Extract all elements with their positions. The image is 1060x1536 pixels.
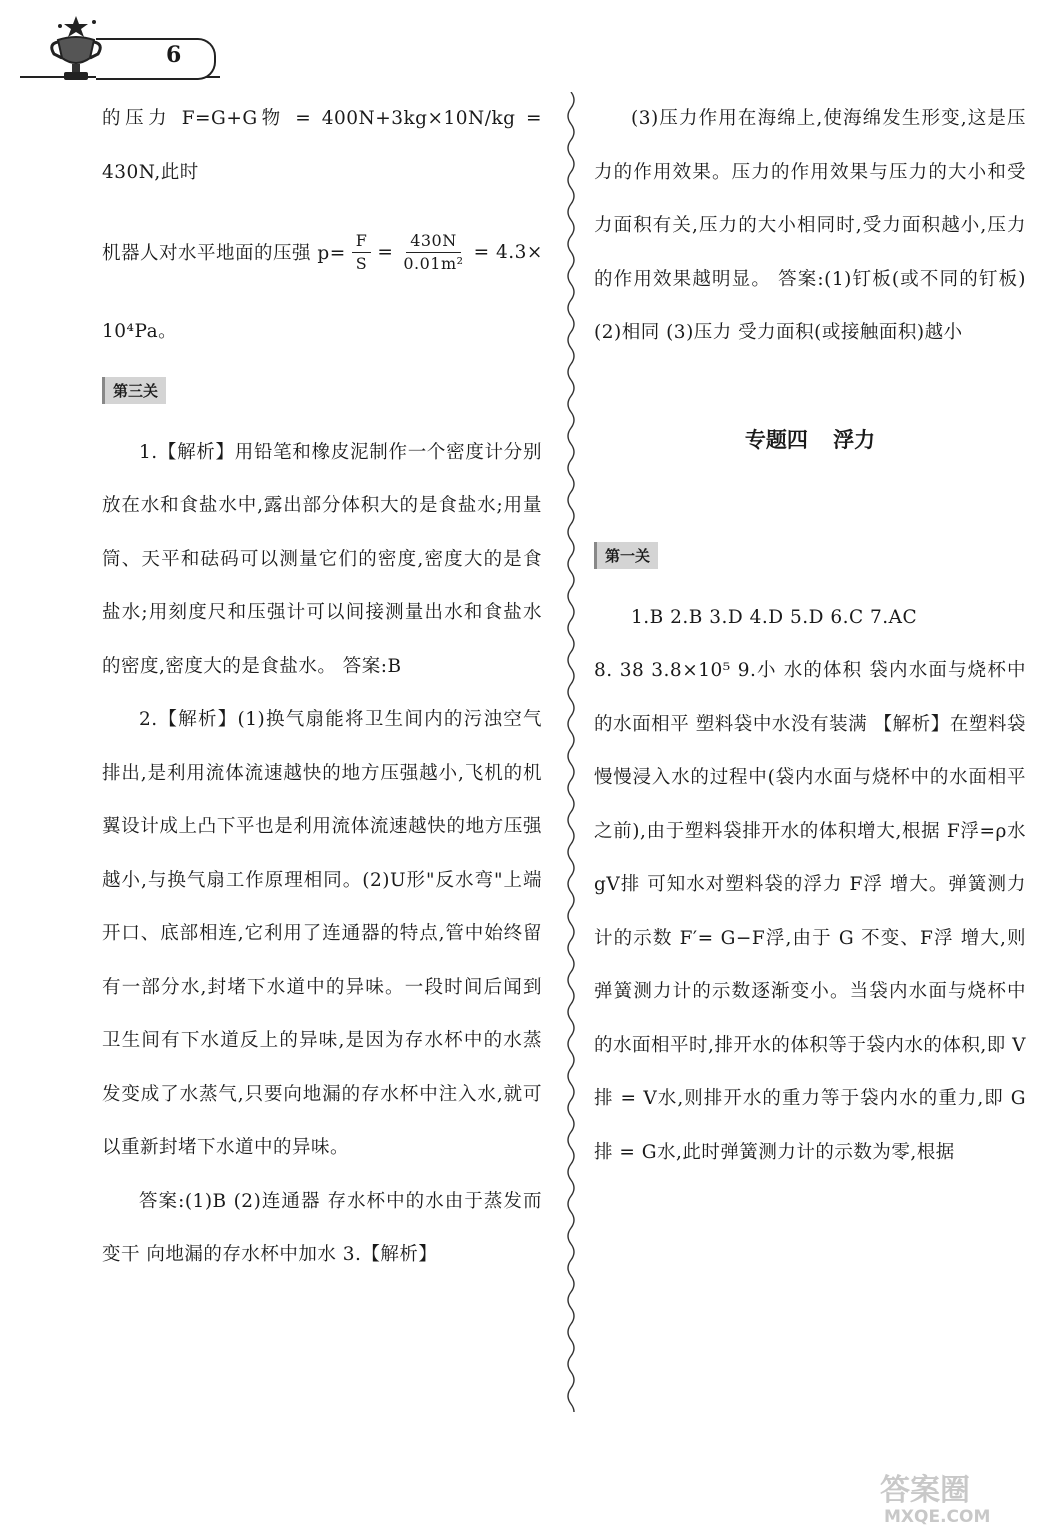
page-header [0,0,230,90]
formula-suffix: = 4.3× [473,241,543,263]
watermark-text-en: MXQE.COM [884,1507,991,1526]
column-divider-wavy [562,92,580,1412]
section-badge-level-1: 第一关 [594,542,658,569]
watermark-text-cn: 答案圈 [880,1473,970,1508]
fraction-value-numerator: 430N [406,230,461,253]
fraction-numerator: F [352,230,372,253]
answer-paragraph-right-2: 8. 38 3.8×10⁵ 9.小 水的体积 袋内水面与烧杯中的水面相平 塑料袋中水没有装满 【解析】在塑料袋慢慢浸入水的过程中(袋内水面与烧杯中的水面相平之前),由于塑料袋排开水的体积增大,根据 F浮=ρ水 gV排 可知水对塑料袋的浮力 F浮 增大。弹簧测力计的示数 F′= G−F浮,由于 G 不变、F浮 增大,则弹簧测力计的示数逐渐变小。当袋内水面与烧杯中的水面相平时,排开水的体积等于袋内水的体积,即 V排 = V水,则排开水的重力等于袋内水的重力,即 G排 = G水,此时弹簧测力计的示数为零,根据 [594,660,1027,1163]
pressure-formula [102,199,542,305]
formula-line-1: 的压力 F=G+G物 = 400N+3kg×10N/kg = 430N,此时 [102,108,542,183]
fraction-values [399,230,467,275]
watermark-logo [876,1466,1046,1526]
answer-paragraph-right-1: (3)压力作用在海绵上,使海绵发生形变,这是压力的作用效果。压力的作用效果与压力的大小和受力面积有关,压力的大小相同时,受力面积越小,压力的作用效果越明显。 答案:(1)钉板(或不同的钉板) (2)相同 (3)压力 受力面积(或接触面积)越小 [594,108,1026,343]
formula-line-3: 10⁴Pa。 [102,321,178,342]
trophy-icon [46,14,106,84]
answer-paragraph-2: 2.【解析】(1)换气扇能将卫生间内的污浊空气排出,是利用流体流速越快的地方压强越小,飞机的机翼设计成上凸下平也是利用流体流速越快的地方压强越小,与换气扇工作原理相同。(2)U形"反水弯"上端开口、底部相连,它利用了连通器的特点,管中始终留有一部分水,封堵下水道中的异味。一段时间后闻到卫生间有下水道反上的异味,是因为存水杯中的水蒸发变成了水蒸气,只要向地漏的存水杯中注入水,就可以重新封堵下水道中的异味。 [102,709,542,1158]
right-column [594,92,1026,1179]
answer-paragraph-3: 答案:(1)B (2)连通器 存水杯中的水由于蒸发而变干 向地漏的存水杯中加水 3.【解析】 [102,1190,542,1265]
section-badge-level-3: 第三关 [102,377,166,404]
page-number: 6 [166,42,182,68]
fraction-denominator: S [355,253,368,273]
formula-prefix: 机器人对水平地面的压强 p= [102,243,346,264]
answer-paragraph-1: 1.【解析】用铅笔和橡皮泥制作一个密度计分别放在水和食盐水中,露出部分体积大的是食盐水;用量筒、天平和砝码可以测量它们的密度,密度大的是食盐水;用刻度尺和压强计可以间接测量出水和食盐水的密度,密度大的是食盐水。 答案:B [102,441,542,677]
page-number-tab [96,38,216,80]
left-column [102,92,542,1282]
fraction-value-denominator: 0.01m² [403,253,464,273]
equals-sign: = [377,241,394,263]
answer-key-line: 1.B 2.B 3.D 4.D 5.D 6.C 7.AC [631,606,918,628]
section-title-buoyancy: 专题四 浮力 [744,427,876,452]
fraction-variables [352,230,372,275]
